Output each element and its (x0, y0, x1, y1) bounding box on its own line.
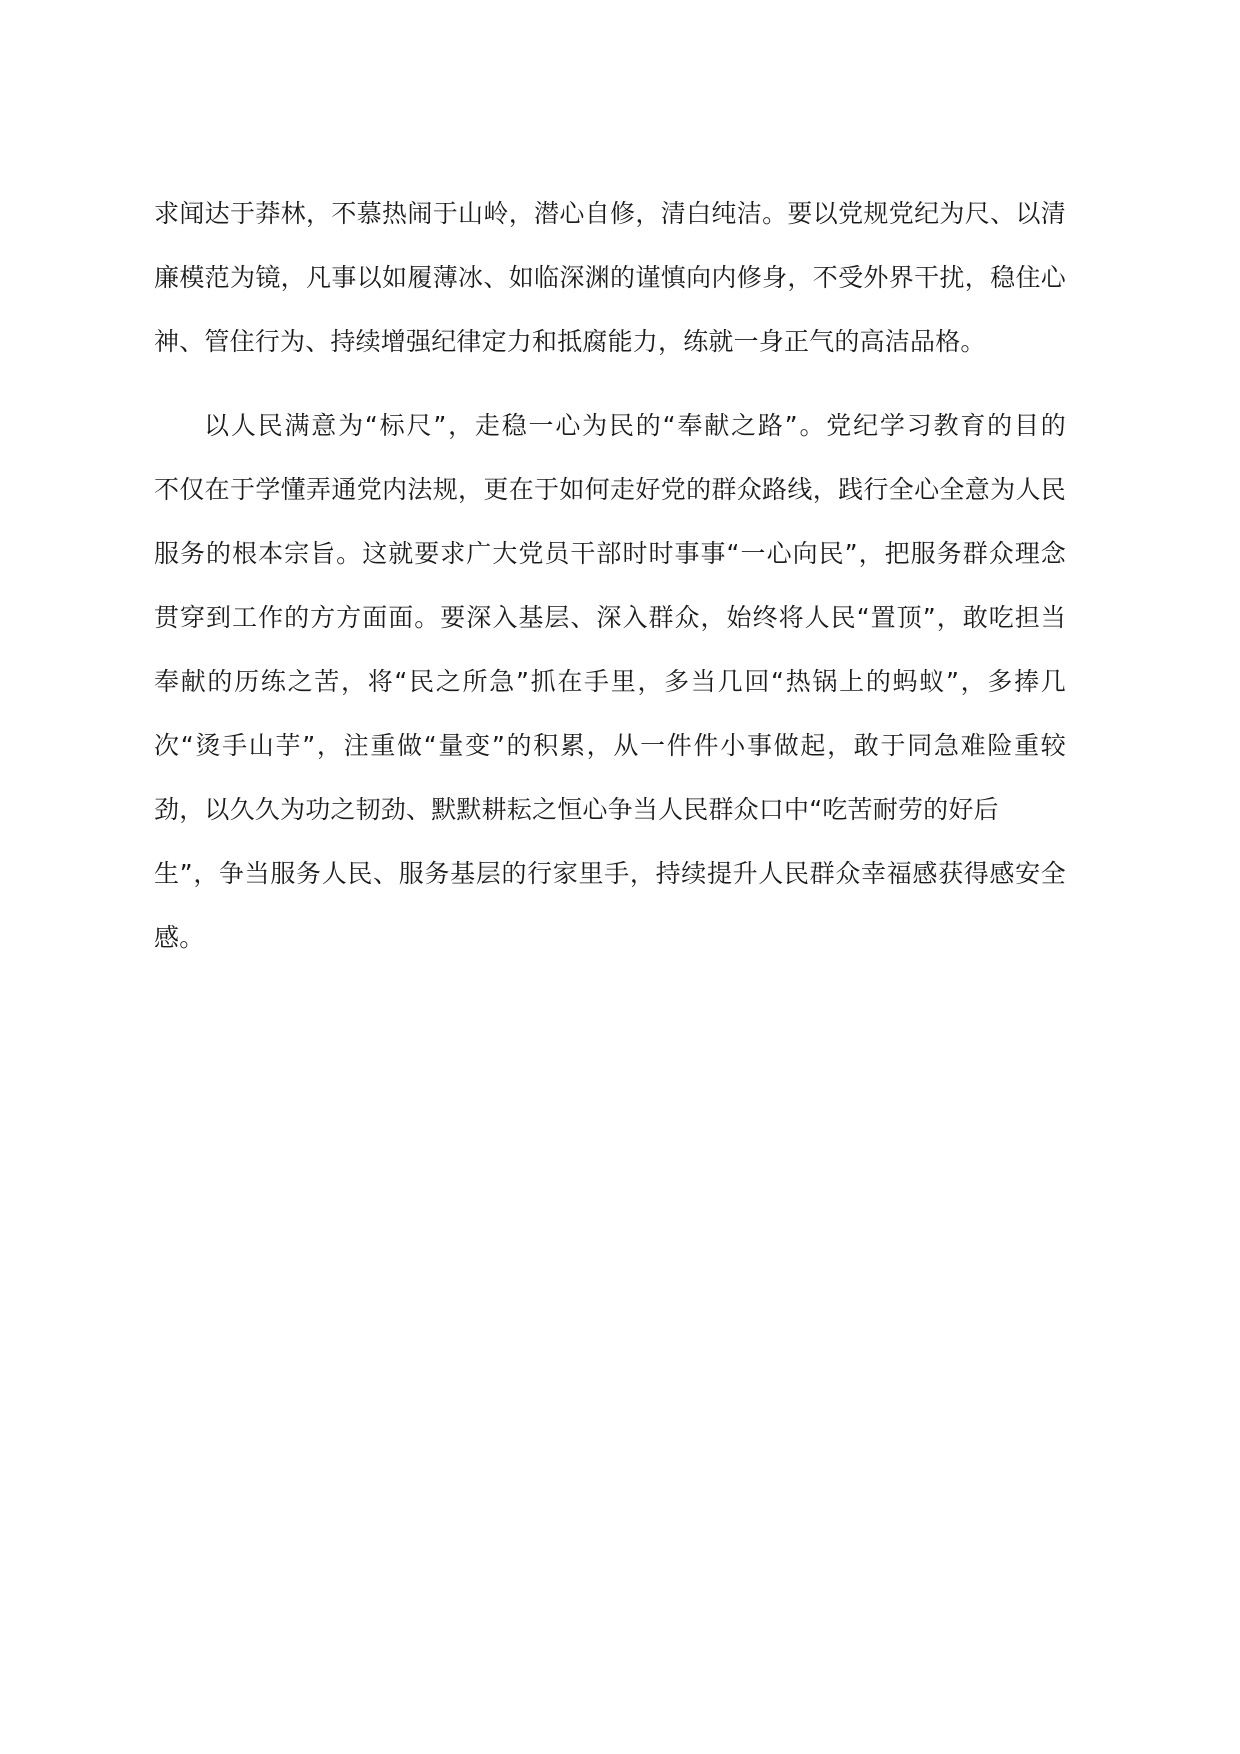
paragraph-line: 贯穿到工作的方方面面。要深入基层、深入群众，始终将人民“置顶”，敢吃担当 (154, 603, 1066, 632)
paragraph-line: 次“烫手山芋”，注重做“量变”的积累，从一件件小事做起，敢于同急难险重较 (154, 731, 1066, 760)
paragraph-1 (154, 182, 1066, 374)
paragraph-line: 廉模范为镜，凡事以如履薄冰、如临深渊的谨慎向内修身，不受外界干扰，稳住心 (154, 263, 1066, 292)
paragraph-line: 不仅在于学懂弄通党内法规，更在于如何走好党的群众路线，践行全心全意为人民 (154, 475, 1066, 504)
paragraph-line: 神、管住行为、持续增强纪律定力和抵腐能力，练就一身正气的高洁品格。 (154, 327, 986, 356)
paragraph-line: 劲，以久久为功之韧劲、默默耕耘之恒心争当人民群众口中“吃苦耐劳的好后 (154, 795, 999, 824)
paragraph-line: 感。 (154, 923, 205, 952)
paragraph-line: 求闻达于莽林，不慕热闹于山岭，潜心自修，清白纯洁。要以党规党纪为尺、以清 (154, 199, 1066, 228)
paragraph-line: 服务的根本宗旨。这就要求广大党员干部时时事事“一心向民”，把服务群众理念 (154, 539, 1066, 568)
paragraph-line: 奉献的历练之苦，将“民之所急”抓在手里，多当几回“热锅上的蚂蚁”，多捧几 (154, 667, 1066, 696)
paragraph-line: 以人民满意为“标尺”，走稳一心为民的“奉献之路”。党纪学习教育的目的 (204, 411, 1066, 440)
paragraph-line: 生”，争当服务人民、服务基层的行家里手，持续提升人民群众幸福感获得感安全 (154, 859, 1066, 888)
paragraph-2 (154, 394, 1066, 970)
